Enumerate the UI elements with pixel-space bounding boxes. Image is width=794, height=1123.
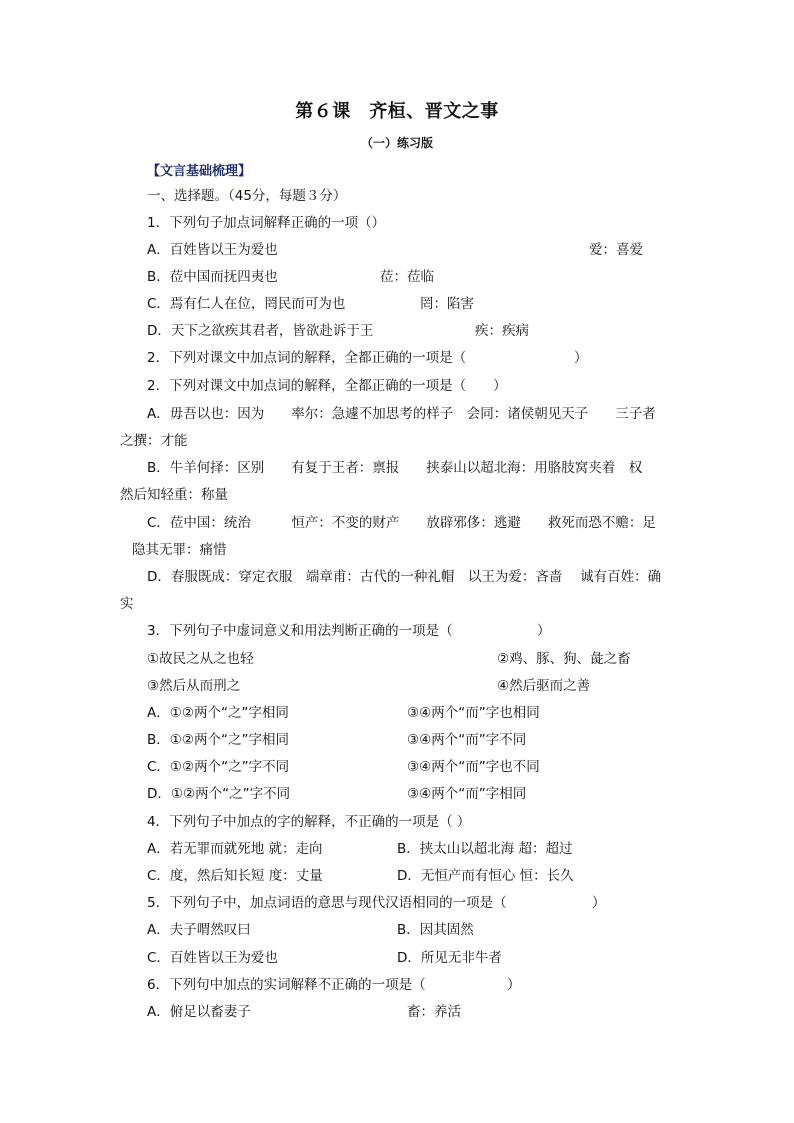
- question-5-paren: ）: [592, 895, 606, 911]
- question-2: 2．下列对课文中加点词的解释，全都正确的一项是（ ）: [147, 378, 507, 394]
- question-5: 5．下列句子中，加点词语的意思与现代汉语相同的一项是（: [147, 895, 507, 911]
- q1-option-c: C．焉有仁人在位，罔民而可为也: [147, 296, 346, 312]
- q1-option-b: B．莅中国而抚四夷也: [147, 269, 278, 285]
- page-title: 第６课 齐桓、晋文之事: [295, 101, 499, 122]
- q2-option-a-line2: 之撰：才能: [120, 433, 188, 449]
- q5-option-b: B．因其固然: [397, 922, 474, 938]
- question-3: 3．下列句子中虚词意义和用法判断正确的一项是（: [147, 623, 453, 639]
- q4-option-c: C．度，然后知长短 度：丈量: [147, 868, 323, 884]
- q1-option-c-explain: 罔：陷害: [420, 296, 474, 312]
- q3-option-b-second: ③④两个“而”字不同: [407, 732, 527, 748]
- question-4: 4．下列句子中加点的字的解释，不正确的一项是（ ）: [147, 814, 471, 830]
- q3-option-d: D．①②两个“之”字不同: [147, 786, 291, 802]
- q1-option-a-explain: 爱：喜爱: [589, 242, 643, 258]
- q4-option-b: B．挟太山以超北海 超：超过: [397, 841, 573, 857]
- q2-option-d-line2: 实: [120, 596, 134, 612]
- question-6-paren: ）: [507, 977, 521, 993]
- q1-option-a: A．百姓皆以王为爱也: [147, 242, 278, 258]
- q2-option-c-line1: C．莅中国：统治 恒产：不变的财产 放辟邪侈：逃避 救死而恐不赡：足: [147, 515, 656, 531]
- q3-sentence-3: ③然后从而刑之: [147, 678, 241, 694]
- q3-sentence-4: ④然后驱而之善: [497, 678, 591, 694]
- q6-option-a: A．俯足以畜妻子: [147, 1004, 251, 1020]
- q2-option-b-line2: 然后知轻重：称量: [120, 487, 228, 503]
- q3-option-d-second: ③④两个“而”字相同: [407, 786, 527, 802]
- q1-option-b-explain: 莅：莅临: [380, 269, 434, 285]
- q4-option-a: A．若无罪而就死地 就：走向: [147, 841, 323, 857]
- q3-sentence-2: ②鸡、豚、狗、彘之畜: [497, 651, 631, 667]
- q5-option-c: C．百姓皆以王为爱也: [147, 950, 278, 966]
- q1-option-d: D．天下之欲疾其君者，皆欲赴诉于王: [147, 323, 374, 339]
- q3-option-c: C．①②两个“之”字不同: [147, 759, 290, 775]
- q5-option-d: D．所见无非牛者: [397, 950, 502, 966]
- question-3-paren: ）: [537, 623, 551, 639]
- q3-option-a-second: ③④两个“而”字也相同: [407, 705, 540, 721]
- q6-option-a-explain: 畜：养活: [407, 1004, 461, 1020]
- q4-option-d: D．无恒产而有恒心 恒：长久: [397, 868, 574, 884]
- q3-sentence-1: ①故民之从之也轻: [147, 651, 254, 667]
- question-2-draft-paren: ）: [574, 350, 588, 366]
- page-subtitle: （一）练习版: [360, 136, 433, 150]
- q2-option-b-line1: B．牛羊何择：区别 有复于王者：禀报 挟泰山以超北海：用胳肢窝夹着 权: [147, 460, 643, 476]
- q2-option-c-line2: 隐其无罪：痛惜: [132, 542, 227, 558]
- q2-option-d-line1: D．春服既成：穿定衣服 端章甫：古代的一种礼帽 以王为爱：吝啬 诚有百姓：确: [147, 569, 662, 585]
- q2-option-a-line1: A．毋吾以也：因为 率尔：急遽不加思考的样子 会同：诸侯朝见天子 三子者: [147, 406, 656, 422]
- section-heading: 【文言基础梳理】: [147, 164, 252, 179]
- question-2-draft: 2．下列对课文中加点词的解释，全都正确的一项是（: [147, 350, 467, 366]
- question-6: 6．下列句中加点的实词解释不正确的一项是（: [147, 977, 426, 993]
- q3-option-a: A．①②两个“之”字相同: [147, 705, 289, 721]
- question-group-heading: 一、选择题。（45分，每题３分）: [147, 188, 347, 204]
- q3-option-c-second: ③④两个“而”字也不同: [407, 759, 540, 775]
- question-1: 1．下列句子加点词解释正确的一项（）: [147, 215, 386, 231]
- q3-option-b: B．①②两个“之”字相同: [147, 732, 289, 748]
- q5-option-a: A．夫子喟然叹曰: [147, 922, 251, 938]
- q1-option-d-explain: 疾：疾病: [475, 323, 529, 339]
